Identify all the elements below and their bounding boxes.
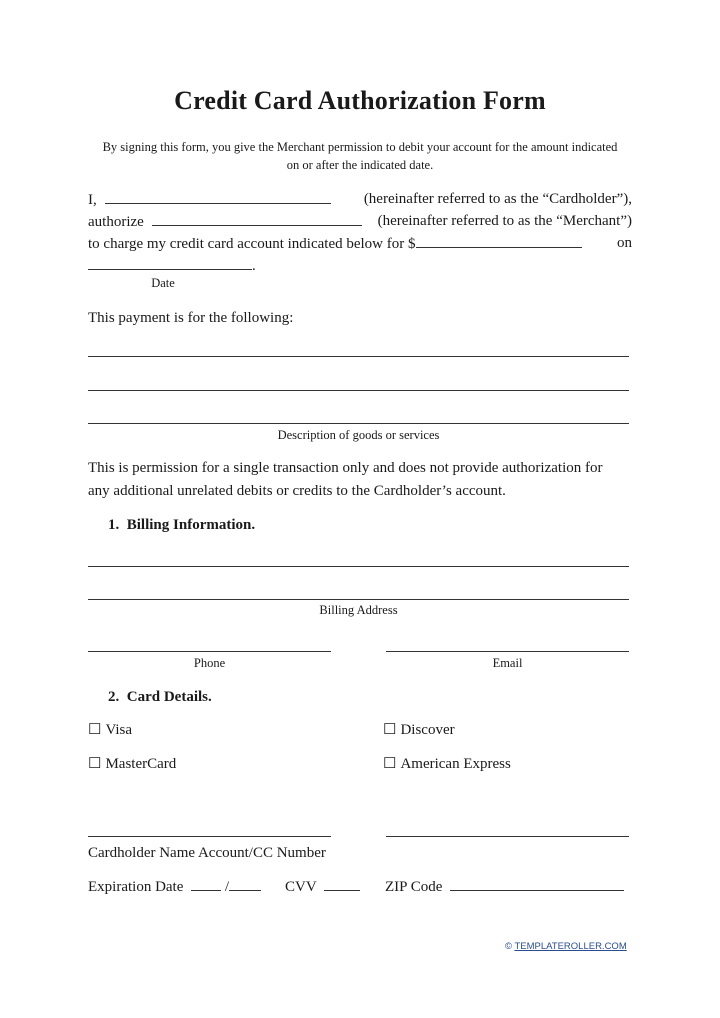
phone-label: Phone	[193, 656, 226, 670]
auth-line-1-prefix: I,	[88, 192, 97, 208]
billing-address-line-1[interactable]	[88, 566, 629, 567]
billing-address-line-2[interactable]	[88, 599, 629, 600]
mastercard-checkbox-icon[interactable]: ☐	[88, 756, 102, 772]
templateroller-link[interactable]: TEMPLATEROLLER.COM	[514, 941, 627, 952]
zip-row	[385, 875, 624, 898]
cardholder-name-blank[interactable]	[105, 188, 331, 204]
description-label: Description of goods or services	[277, 428, 440, 442]
name-account-label: Cardholder Name Account/CC Number	[88, 845, 326, 861]
expiration-year-blank[interactable]	[229, 875, 261, 891]
zip-label: ZIP Code	[385, 879, 443, 895]
amex-label: American Express	[400, 756, 511, 772]
visa-option[interactable]	[88, 719, 132, 741]
form-title: Credit Card Authorization Form	[174, 86, 546, 115]
cvv-blank[interactable]	[324, 875, 360, 891]
cvv-label: CVV	[285, 879, 317, 895]
billing-address-label: Billing Address	[319, 603, 398, 617]
discover-label: Discover	[400, 722, 455, 738]
description-line-3[interactable]	[88, 423, 629, 424]
copyright-icon: ©	[505, 941, 512, 952]
expiration-month-blank[interactable]	[191, 875, 221, 891]
description-line-2[interactable]	[88, 390, 629, 391]
auth-line-3	[88, 232, 582, 255]
amount-blank[interactable]	[416, 232, 582, 248]
expiration-slash: /	[224, 879, 230, 895]
billing-heading: 1. Billing Information.	[108, 517, 256, 533]
permission-line-1: This is permission for a single transaction only and does not provide authorization for	[88, 460, 603, 476]
cardholder-name-line[interactable]	[88, 836, 331, 837]
cvv-row	[285, 875, 360, 898]
auth-line-2-suffix: (hereinafter referred to as the “Merchant”)	[377, 213, 632, 229]
amex-option[interactable]	[383, 753, 511, 775]
intro-text: By signing this form, you give the Merchant permission to debit your account for the amount indicated on or after the indicated date.	[102, 140, 618, 172]
footer-credit	[505, 941, 627, 952]
auth-line-4	[88, 254, 256, 277]
auth-line-1	[88, 188, 331, 211]
discover-checkbox-icon[interactable]: ☐	[383, 722, 397, 738]
expiration-row	[88, 875, 261, 898]
payment-heading: This payment is for the following:	[88, 310, 294, 326]
zip-blank[interactable]	[450, 875, 624, 891]
mastercard-label: MasterCard	[105, 756, 177, 772]
visa-label: Visa	[105, 722, 133, 738]
merchant-name-blank[interactable]	[152, 210, 362, 226]
date-label: Date	[151, 276, 175, 290]
date-blank[interactable]	[88, 254, 252, 270]
phone-line[interactable]	[88, 651, 331, 652]
description-line-1[interactable]	[88, 356, 629, 357]
email-line[interactable]	[386, 651, 629, 652]
card-heading: 2. Card Details.	[108, 689, 212, 705]
discover-option[interactable]	[383, 719, 455, 741]
mastercard-option[interactable]	[88, 753, 176, 775]
auth-line-2	[88, 210, 362, 233]
auth-line-3-prefix: to charge my credit card account indicated below for $	[88, 236, 416, 252]
visa-checkbox-icon[interactable]: ☐	[88, 722, 102, 738]
cc-number-line[interactable]	[386, 836, 629, 837]
amex-checkbox-icon[interactable]: ☐	[383, 756, 397, 772]
auth-line-1-suffix: (hereinafter referred to as the “Cardholder”),	[363, 191, 632, 207]
auth-line-2-prefix: authorize	[88, 214, 144, 230]
auth-line-3-suffix: on	[617, 235, 632, 251]
expiration-label: Expiration Date	[88, 879, 184, 895]
auth-line-4-suffix: .	[252, 258, 256, 274]
email-label: Email	[492, 656, 523, 670]
permission-line-2: any additional unrelated debits or credits to the Cardholder’s account.	[88, 483, 506, 499]
